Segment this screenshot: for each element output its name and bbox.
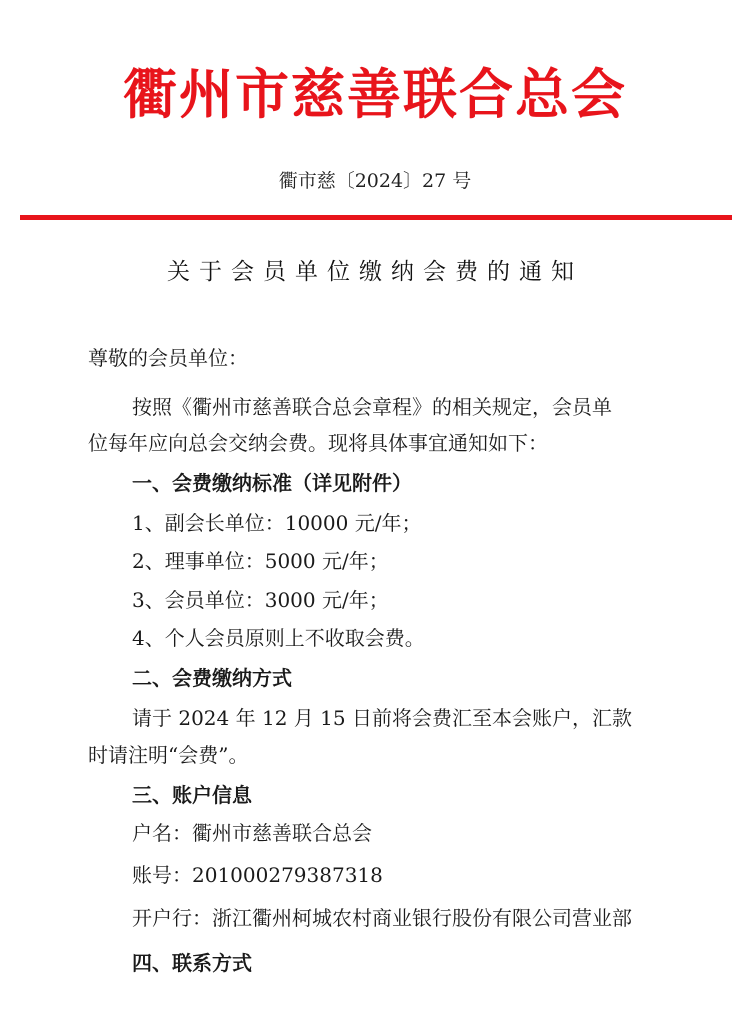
notice-title: 关于会员单位缴纳会费的通知 — [167, 259, 583, 285]
salutation: 尊敬的会员单位： — [88, 346, 248, 370]
fee-item: 1、副会长单位：10000 元/年； — [132, 511, 422, 535]
fee-item: 2、理事单位：5000 元/年； — [132, 549, 389, 573]
section-heading-contact: 四、联系方式 — [132, 951, 252, 975]
org-name-heading: 衢州市慈善联合总会 — [123, 62, 627, 126]
bank-name: 开户行：浙江衢州柯城农村商业银行股份有限公司营业部 — [132, 906, 632, 930]
intro-paragraph-line: 位每年应向总会交纳会费。现将具体事宜通知如下： — [88, 431, 548, 455]
account-number: 账号：201000279387318 — [132, 863, 383, 887]
section-heading-payment-method: 二、会费缴纳方式 — [132, 666, 292, 690]
red-divider — [20, 215, 732, 220]
fee-item: 3、会员单位：3000 元/年； — [132, 588, 389, 612]
intro-paragraph-line: 按照《衢州市慈善联合总会章程》的相关规定，会员单 — [132, 395, 612, 419]
account-name: 户名：衢州市慈善联合总会 — [132, 821, 372, 845]
fee-item: 4、个人会员原则上不收取会费。 — [132, 626, 425, 650]
document-number: 衢市慈〔2024〕27 号 — [278, 170, 472, 192]
payment-method-line: 请于 2024 年 12 月 15 日前将会费汇至本会账户，汇款 — [132, 706, 632, 730]
section-heading-fee-standard: 一、会费缴纳标准（详见附件） — [132, 471, 412, 495]
payment-method-line: 时请注明“会费”。 — [88, 743, 249, 767]
section-heading-account-info: 三、账户信息 — [132, 783, 252, 807]
